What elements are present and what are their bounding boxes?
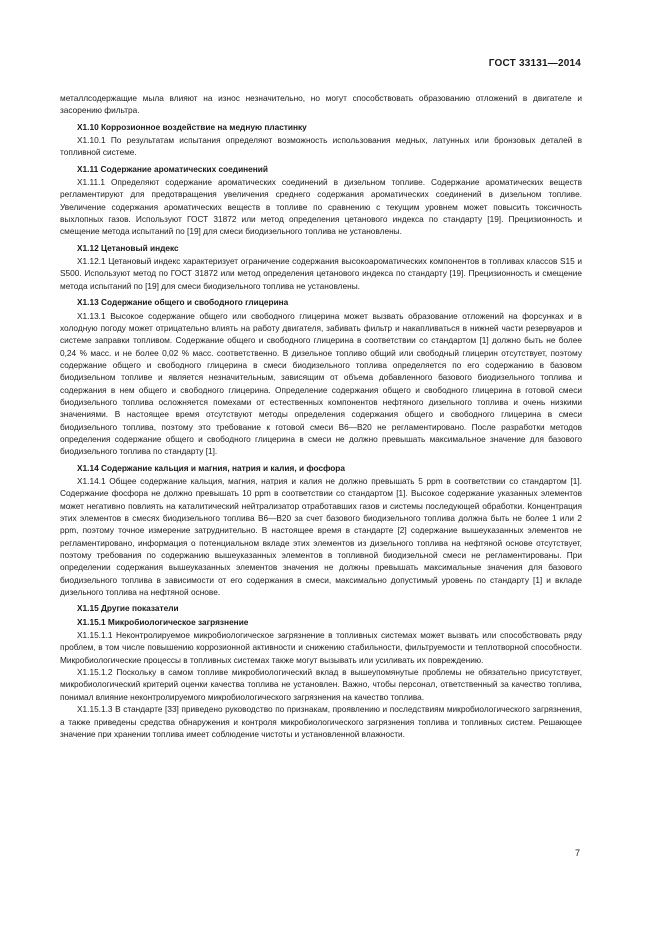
page-number: 7 xyxy=(575,848,581,858)
section-heading-x1-14: X1.14 Содержание кальция и магния, натрия и калия, и фосфора xyxy=(77,462,345,473)
paragraph-x1-11-1: X1.11.1 Определяют содержание ароматических соединений в дизельном топливе. Содержание ароматических веществ регламентируют для предотвращения увеличения среднего содержания ароматических соединений в дизельном топливе. Увеличение содержания ароматических веществ в топливе по сравнению с текущим уровнем может повысить токсичность выхлопных газов. Используют ГОСТ 31872 или метод определения цетанового индекса по стандарту [19]. Прецизионность и смещение метода испытаний по [19] для смеси биодизельного топлива не установлены. xyxy=(60,177,582,237)
paragraph-x1-13-1: X1.13.1 Высокое содержание общего или свободного глицерина может вызвать образование отложений на форсунках и в холодную погоду может отрицательно влиять на работу двигателя, забивать фильтр и накапливаться в нижней части резервуаров и системе заправки топливом. Содержание общего и свободного глицерина в соответствии со стандартом [1] должно быть не более 0,24 % масс. и не более 0,02 % масс. соответственно. В дизельное топливо общий или свободный глицерин отсутствует, поэтому содержание общего и свободного глицерина в смеси биодизельного топлива определяется по его содержанию в базовом биодизельном топливе и является незначительным, зависящим от объема добавленного базового биодизельного топлива и содержания в нем общего и свободного глицерина. Определение содержания общего и свободного глицерина в готовой смеси биодизельного топлива осложняется помехами от естественных компонентов нефтяного дизельного топлива и очень низкими значениями. В настоящее время отсутствуют методы определения содержания общего и свободного глицерина в смеси биодизельного топлива, поэтому это требование к готовой смеси В6—В20 не регламентировано. После разработки методов определения содержание общего и свободного глицерина в смеси не должно превышать максимальное значение для базового биодизельного топлива по стандарту [1]. xyxy=(60,310,582,457)
document-body xyxy=(60,92,582,740)
paragraph-x1-10-1: X1.10.1 По результатам испытания определяют возможность использования медных, латунных или бронзовых деталей в топливной системе. xyxy=(60,135,582,158)
subsection-heading-x1-15-1: X1.15.1 Микробиологическое загрязнение xyxy=(77,616,249,627)
paragraph-x1-14-1: X1.14.1 Общее содержание кальция, магния, натрия и калия не должно превышать 5 ppm в соответствии со стандартом [1]. Содержание фосфора не должно превышать 10 ppm в соответствии со стандартом [1]. Высокое содержание указанных элементов может негативно повлиять на каталитический нейтрализатор отработавших газов и системы последующей обработки. Концентрация этих элементов в смесях биодизельного топлива В6—В20 за счет базового биодизельного топлива должна быть не более 1 или 2 ppm, поэтому точное измерение затруднительно. В настоящее время в стандарте [2] содержание вышеуказанных элементов не регламентировано, информация о потенциальном вкладе этих элементов из дизельного топлива на нефтяной основе отсутствует, поэтому требования по содержанию вышеуказанных элементов в топливной биодизельной смеси не регламентированы. При определении содержания вышеуказанных элементов значения не должны превышать максимальные значения для базового биодизельного топлива в зависимости от его содержания в смеси, максимально допустимый уровень по стандарту [1] и вкладе дизельного топлива на нефтяной основе. xyxy=(60,475,582,598)
section-heading-x1-10: X1.10 Коррозионное воздействие на медную пластинку xyxy=(77,121,307,132)
section-heading-x1-13: X1.13 Содержание общего и свободного глицерина xyxy=(77,297,289,308)
paragraph-x1-15-1-1: X1.15.1.1 Неконтролируемое микробиологическое загрязнение в топливных системах может вызвать или способствовать ряду проблем, в том числе повышению коррозионной активности и снижению стабильности, фильтруемости и теплотворной способности. Микробиологические процессы в топливных системах также могут вызывать или усиливать их повреждению. xyxy=(60,630,582,665)
document-code-header: ГОСТ 33131—2014 xyxy=(488,58,581,69)
paragraph-x1-15-1-3: X1.15.1.3 В стандарте [33] приведено руководство по признакам, проявлению и последствиям микробиологического загрязнения, а также приведены средства обнаружения и контроля микробиологического загрязнения топлива и топливных систем. Решающее значение при хранении топлива имеет соблюдение чистоты и установленной влажности. xyxy=(60,704,582,739)
section-heading-x1-15: X1.15 Другие показатели xyxy=(77,603,179,614)
section-heading-x1-11: X1.11 Содержание ароматических соединений xyxy=(77,163,269,174)
section-heading-x1-12: X1.12 Цетановый индекс xyxy=(77,242,179,253)
paragraph-x1-15-1-2: X1.15.1.2 Поскольку в самом топливе микробиологический вклад в вышеупомянутые проблемы не обязательно присутствует, микробиологический критерий оценки качества топлива не установлен. Важно, чтобы персонал, ответственный за качество топлива, понимал влияние неконтролируемого микробиологического загрязнения на качество топлива. xyxy=(60,667,582,702)
paragraph-x1-12-1: X1.12.1 Цетановый индекс характеризует ограничение содержания высокоароматических компонентов в топливах классов S15 и S500. Используют метод по ГОСТ 31872 или метод определения цетанового индекса по стандарту [19]. Прецизионность и смещение метода испытаний по [19] для смеси биодизельного топлива не установлены. xyxy=(60,256,582,291)
intro-paragraph: металлсодержащие мыла влияют на износ незначительно, но могут способствовать образованию отложений в двигателе и засорению фильтра. xyxy=(60,93,582,116)
